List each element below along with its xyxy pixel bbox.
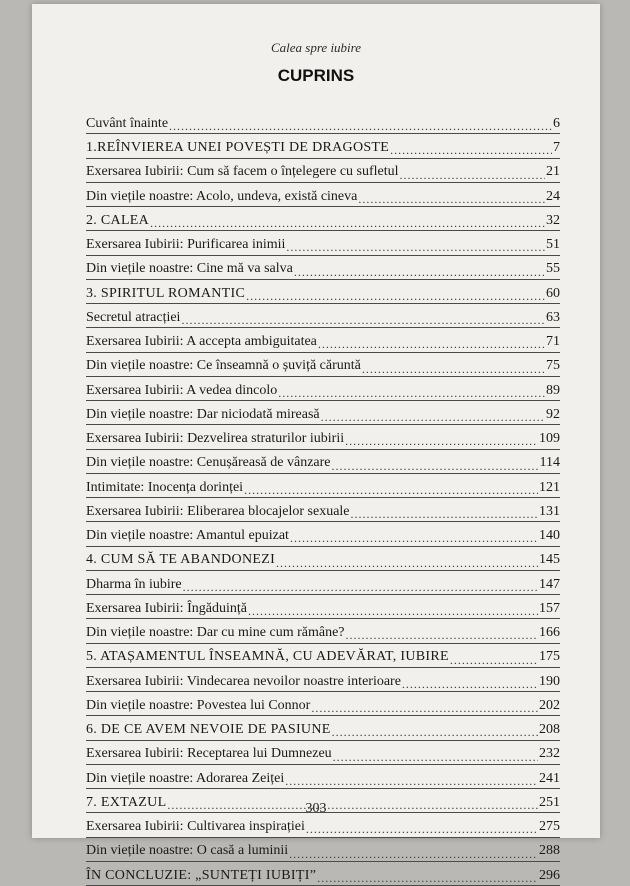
toc-entry-page: 114 xyxy=(539,455,560,471)
dot-leader xyxy=(450,651,538,665)
toc-entry-page: 32 xyxy=(546,212,560,228)
toc-entry xyxy=(86,571,560,595)
toc-entry-title: Din viețile noastre: Acolo, undeva, există cineva xyxy=(86,188,358,204)
toc-entry-page: 202 xyxy=(539,697,560,713)
toc-entry xyxy=(86,425,560,449)
toc-entry-page: 157 xyxy=(539,600,560,616)
dot-leader xyxy=(362,360,545,374)
dot-leader xyxy=(183,578,538,592)
toc-entry-title: Din viețile noastre: Amantul epuizat xyxy=(86,528,289,544)
toc-entry-page: 55 xyxy=(546,261,560,277)
toc-entry-title: 2. CALEA xyxy=(86,212,150,228)
toc-entry xyxy=(86,353,560,377)
toc-entry-title: 1.REÎNVIEREA UNEI POVEȘTI DE DRAGOSTE xyxy=(86,140,390,156)
dot-leader xyxy=(150,214,545,228)
toc-entry-page: 190 xyxy=(539,673,560,689)
toc-entry xyxy=(86,183,560,207)
toc-entry xyxy=(86,377,560,401)
toc-entry xyxy=(86,547,560,571)
toc-entry-page: 51 xyxy=(546,237,560,253)
dot-leader xyxy=(346,627,538,641)
toc-entry-page: 92 xyxy=(546,406,560,422)
dot-leader xyxy=(278,384,545,398)
toc-entry-title: Exersarea Iubirii: Cultivarea inspirației xyxy=(86,819,305,835)
toc-entry-title: Intimitate: Inocența dorinței xyxy=(86,479,244,495)
dot-leader xyxy=(345,433,538,447)
toc-entry-title: ÎN CONCLUZIE: „SUNTEȚI IUBIȚI” xyxy=(86,867,317,883)
toc-entry-title: Exersarea Iubirii: Vindecarea nevoilor noastre interioare xyxy=(86,673,401,689)
toc-entry xyxy=(86,716,560,740)
toc-entry xyxy=(86,668,560,692)
toc-entry-title: Din viețile noastre: Dar niciodată mireasă xyxy=(86,406,320,422)
toc-entry xyxy=(86,619,560,643)
toc-entry-page: 147 xyxy=(539,576,560,592)
dot-leader xyxy=(169,117,552,131)
dot-leader xyxy=(402,675,538,689)
toc-entry-title: Din viețile noastre: Povestea lui Connor xyxy=(86,697,311,713)
toc-entry-page: 109 xyxy=(539,431,560,447)
toc-entry-title: Din viețile noastre: Adorarea Zeiței xyxy=(86,770,285,786)
book-page xyxy=(32,4,600,883)
toc-entry-page: 24 xyxy=(546,188,560,204)
toc-entry xyxy=(86,401,560,425)
toc-entry-page: 241 xyxy=(539,770,560,786)
toc-entry xyxy=(86,522,560,546)
toc-entry xyxy=(86,765,560,789)
dot-leader xyxy=(244,481,538,495)
dot-leader xyxy=(290,530,538,544)
toc-entry-title: 6. DE CE AVEM NEVOIE DE PASIUNE xyxy=(86,722,331,738)
toc-entry-page: 140 xyxy=(539,528,560,544)
toc-entry-page: 166 xyxy=(539,625,560,641)
dot-leader xyxy=(289,845,538,859)
toc-entry-page: 21 xyxy=(546,164,560,180)
dot-leader xyxy=(321,408,545,422)
dot-leader xyxy=(318,336,545,350)
toc-entry-page: 296 xyxy=(539,867,560,883)
toc-entry-title: 3. SPIRITUL ROMANTIC xyxy=(86,285,246,301)
running-header: Calea spre iubire xyxy=(270,40,362,55)
dot-leader xyxy=(333,748,538,762)
toc-entry xyxy=(86,741,560,765)
toc-entry xyxy=(86,328,560,352)
table-of-contents xyxy=(86,110,560,886)
dot-leader xyxy=(317,869,538,883)
toc-entry-title: 5. ATAȘAMENTUL ÎNSEAMNĂ, CU ADEVĂRAT, IUBIRE xyxy=(86,649,449,665)
toc-entry-page: 208 xyxy=(539,722,560,738)
toc-entry-title: 7. EXTAZUL xyxy=(86,794,167,810)
toc-entry xyxy=(86,256,560,280)
toc-entry-title: Exersarea Iubirii: Dezvelirea straturilor iubirii xyxy=(86,431,345,447)
toc-entry-title: Exersarea Iubirii: Purificarea inimii xyxy=(86,237,286,253)
toc-entry xyxy=(86,304,560,328)
toc-entry-page: 288 xyxy=(539,843,560,859)
toc-entry-title: Exersarea Iubirii: Îngăduință xyxy=(86,600,247,616)
toc-entry-title: Din viețile noastre: O casă a luminii xyxy=(86,843,289,859)
toc-entry xyxy=(86,644,560,668)
toc-entry-page: 145 xyxy=(539,552,560,568)
toc-entry xyxy=(86,450,560,474)
toc-entry-title: Din viețile noastre: Cenușăreasă de vânzare xyxy=(86,455,331,471)
toc-entry xyxy=(86,838,560,862)
dot-leader xyxy=(306,821,538,835)
toc-entry xyxy=(86,280,560,304)
toc-entry-title: Din viețile noastre: Dar cu mine cum rămâne? xyxy=(86,625,345,641)
toc-entry xyxy=(86,207,560,231)
toc-entry-title: Exersarea Iubirii: Eliberarea blocajelor sexuale xyxy=(86,503,350,519)
dot-leader xyxy=(358,190,545,204)
toc-entry-page: 131 xyxy=(539,503,560,519)
toc-entry-title: Secretul atracției xyxy=(86,309,181,325)
toc-entry xyxy=(86,595,560,619)
toc-entry-title: Din viețile noastre: Cine mă va salva xyxy=(86,261,293,277)
toc-entry xyxy=(86,134,560,158)
dot-leader xyxy=(400,166,545,180)
toc-entry-title: Din viețile noastre: Ce înseamnă o șuviță căruntă xyxy=(86,358,361,374)
toc-entry-page: 60 xyxy=(546,285,560,301)
dot-leader xyxy=(390,142,552,156)
toc-entry-page: 6 xyxy=(553,115,560,131)
toc-entry-title: Cuvânt înainte xyxy=(86,115,169,131)
toc-entry xyxy=(86,498,560,522)
toc-entry-page: 232 xyxy=(539,746,560,762)
toc-entry-title: 4. CUM SĂ TE ABANDONEZI xyxy=(86,552,276,568)
dot-leader xyxy=(332,724,538,738)
toc-entry xyxy=(86,110,560,134)
toc-entry-page: 75 xyxy=(546,358,560,374)
toc-entry-page: 63 xyxy=(546,309,560,325)
toc-entry-page: 7 xyxy=(553,140,560,156)
toc-entry-page: 89 xyxy=(546,382,560,398)
toc-entry xyxy=(86,159,560,183)
dot-leader xyxy=(285,772,538,786)
dot-leader xyxy=(181,311,545,325)
dot-leader xyxy=(351,505,538,519)
dot-leader xyxy=(286,239,545,253)
dot-leader xyxy=(248,602,538,616)
page-number: 303 xyxy=(305,801,327,816)
dot-leader xyxy=(294,263,545,277)
toc-entry xyxy=(86,474,560,498)
toc-entry-page: 175 xyxy=(539,649,560,665)
toc-entry-page: 275 xyxy=(539,819,560,835)
toc-entry-title: Exersarea Iubirii: Cum să facem o înțelegere cu sufletul xyxy=(86,164,399,180)
toc-entry-page: 71 xyxy=(546,334,560,350)
toc-entry xyxy=(86,231,560,255)
toc-entry-page: 121 xyxy=(539,479,560,495)
dot-leader xyxy=(311,699,538,713)
dot-leader xyxy=(276,554,538,568)
toc-entry-page: 251 xyxy=(539,794,560,810)
dot-leader xyxy=(246,287,545,301)
toc-entry xyxy=(86,862,560,886)
dot-leader xyxy=(332,457,539,471)
toc-entry-title: Exersarea Iubirii: Receptarea lui Dumnezeu xyxy=(86,746,332,762)
toc-entry-title: Exersarea Iubirii: A accepta ambiguitatea xyxy=(86,334,317,350)
toc-entry-title: Exersarea Iubirii: A vedea dincolo xyxy=(86,382,278,398)
toc-entry-title: Dharma în iubire xyxy=(86,576,182,592)
page-title: CUPRINS xyxy=(277,66,355,85)
toc-entry xyxy=(86,692,560,716)
